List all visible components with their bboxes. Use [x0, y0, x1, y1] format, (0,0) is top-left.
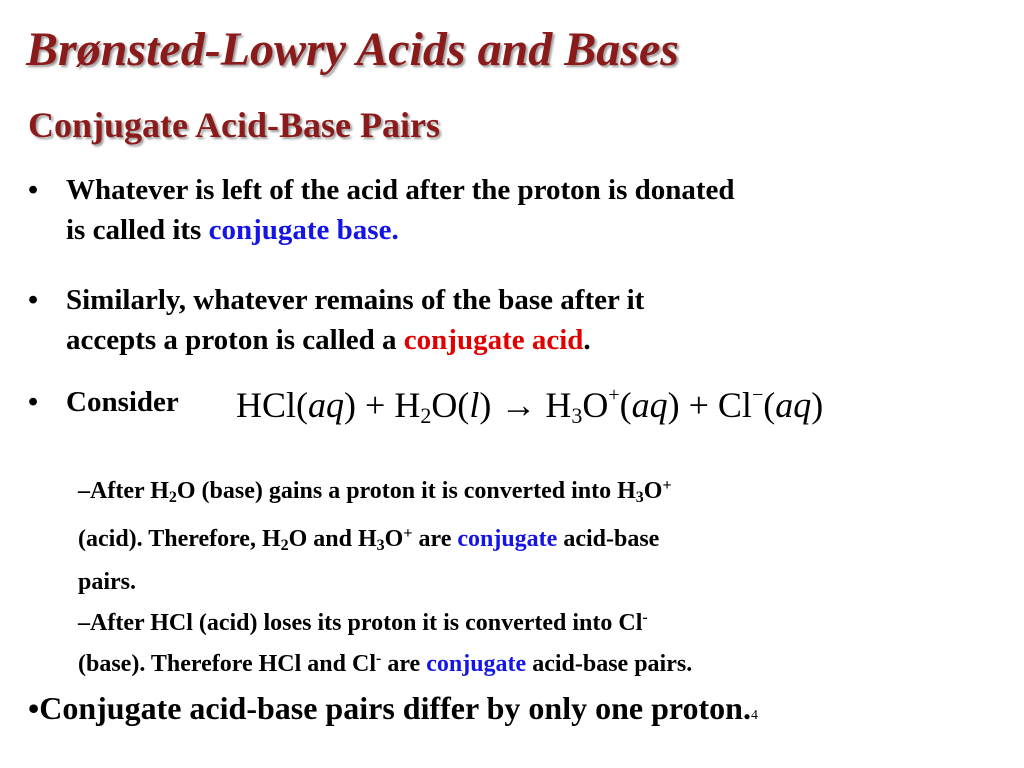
eq-close: ) [479, 385, 492, 425]
term-conjugate: conjugate [457, 526, 558, 552]
sub1-sub-2: 2 [280, 537, 289, 554]
eq-sup-minus: − [751, 384, 764, 406]
bullet-text [66, 280, 996, 360]
term-conjugate: conjugate [426, 651, 527, 677]
bullet2-line2 [66, 320, 996, 360]
sub2-sup-minus: - [376, 650, 382, 667]
sub1-text-e: O and H [288, 526, 377, 552]
eq-plus: + [688, 385, 709, 425]
sub1-sup-plus: + [403, 525, 413, 542]
eq-open: ( [763, 385, 776, 425]
eq-aq: aq [308, 385, 344, 425]
sub1-line2 [78, 516, 978, 564]
bullet-summary [28, 690, 758, 727]
sub2-text-d: acid-base pairs. [526, 651, 693, 677]
bullet-marker: • [28, 386, 39, 418]
sub2-text-a: After HCl (acid) loses its proton it is converted into Cl [90, 610, 643, 636]
sub1-sub-2: 2 [168, 489, 177, 506]
term-conjugate-acid: conjugate acid [403, 324, 584, 356]
sub2-sup-minus: - [642, 609, 648, 626]
bullet-marker: • [28, 284, 39, 316]
sub1-text-b: O (base) gains a proton it is converted into H [176, 478, 636, 504]
eq-close: ) [344, 385, 356, 425]
bullet2-line1: Similarly, whatever remains of the base after it [66, 284, 645, 316]
eq-o-open: O( [431, 385, 470, 425]
eq-plus: + [365, 385, 386, 425]
sub1-line3: pairs. [78, 569, 137, 595]
bullet-marker: • [28, 174, 39, 206]
eq-aq: aq [775, 385, 812, 425]
sub1-text-a: After H [90, 478, 169, 504]
slide-title: Brønsted-Lowry Acids and Bases [26, 23, 679, 76]
sub1-line1 [78, 468, 978, 516]
eq-hcl: HCl( [236, 385, 308, 425]
sub1-sup-plus: + [662, 477, 672, 494]
sub-bullet-hcl [78, 600, 978, 682]
slide-subtitle: Conjugate Acid-Base Pairs [28, 105, 440, 145]
page-number: 4 [750, 708, 758, 723]
bullet2-line2-post: . [583, 324, 591, 356]
bullet3-label: Consider [66, 386, 179, 418]
sub-bullet-water [78, 468, 978, 600]
sub1-sub-3: 3 [376, 537, 385, 554]
bullet2-line2-pre: accepts a proton is called a [66, 324, 404, 356]
eq-h: H [394, 385, 421, 425]
sub2-line2 [78, 641, 978, 682]
eq-aq: aq [631, 385, 668, 425]
dash-marker: – [78, 610, 90, 636]
eq-o: O [582, 385, 609, 425]
sub1-text-g: are [412, 526, 458, 552]
bullet1-line1: Whatever is left of the acid after the proton is donated [66, 174, 735, 206]
eq-cl: Cl [717, 385, 752, 425]
sub1-sub-3: 3 [635, 489, 644, 506]
eq-close: ) [811, 385, 824, 425]
eq-l: l [469, 385, 480, 425]
bullet-text [66, 170, 996, 250]
sub1-text-h: acid-base [557, 526, 660, 552]
bullet1-line2 [66, 210, 996, 250]
eq-sup-plus: + [608, 384, 620, 406]
sub2-text-c: are [381, 651, 427, 677]
bullet1-line2-pre: is called its [66, 214, 209, 246]
eq-sub-2: 2 [420, 403, 432, 428]
eq-sub-3: 3 [571, 403, 583, 428]
sub1-text-d: (acid). Therefore, H [78, 526, 281, 552]
eq-open: ( [619, 385, 632, 425]
sub1-text-f: O [384, 526, 404, 552]
sub1-text-c: O [643, 478, 663, 504]
term-conjugate-base: conjugate base. [208, 214, 399, 246]
dash-marker: – [78, 478, 90, 504]
eq-h: H [545, 385, 572, 425]
eq-arrow: → [500, 385, 537, 425]
sub2-text-b: (base). Therefore HCl and Cl [78, 651, 376, 677]
reaction-equation [236, 384, 823, 429]
eq-close: ) [667, 385, 680, 425]
bullet-marker: • [28, 690, 40, 726]
sub2-line1 [78, 600, 978, 641]
summary-text: Conjugate acid-base pairs differ by only one proton. [39, 690, 751, 726]
